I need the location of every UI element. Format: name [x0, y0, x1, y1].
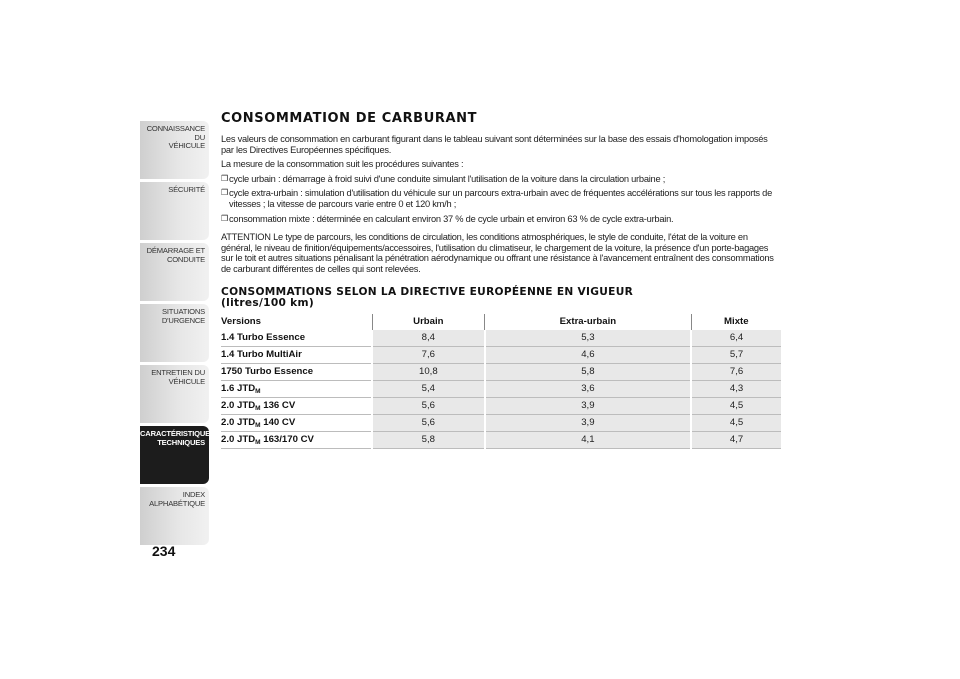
tab-securite[interactable]: [140, 182, 209, 240]
table-row: [221, 431, 781, 448]
mixte-cell: 4,5: [691, 397, 781, 414]
measure-paragraph: La mesure de la consommation suit les procédures suivantes :: [221, 159, 464, 170]
urbain-cell: 8,4: [372, 330, 485, 347]
table-row: [221, 414, 781, 431]
tab-index-alphabetique[interactable]: [140, 487, 209, 545]
checkbox-bullet-icon: ❒: [221, 213, 228, 223]
extra-urbain-cell: 3,6: [485, 380, 691, 397]
table-title: [221, 287, 781, 310]
extra-urbain-cell: 4,1: [485, 431, 691, 448]
intro-paragraph: Les valeurs de consommation en carburant figurant dans le tableau suivant sont déterminées sur la base des essais d'homologation imposés par les Directives Européennes spécifiques.: [221, 134, 768, 155]
bullet-text: cycle extra-urbain : simulation d'utilisation du véhicule sur un parcours extra-urbain avec de fréquentes accélérations sur tous les rapports de vitesses ; la vitesse de parcours varie entre 0 et 120 km/h ;: [229, 188, 772, 209]
checkbox-bullet-icon: ❒: [221, 188, 228, 198]
column-header-extra-urbain: Extra-urbain: [485, 314, 691, 330]
page-title: CONSOMMATION DE CARBURANT: [221, 111, 478, 126]
extra-urbain-cell: 5,8: [485, 363, 691, 380]
table-title-unit: (litres/100 km): [221, 297, 314, 310]
list-item: [221, 188, 781, 209]
version-cell: 1.6 $JTD_M$: [221, 380, 372, 397]
version-cell: 2.0 $JTD_M$ 140 CV: [221, 414, 372, 431]
urbain-cell: 5,6: [372, 414, 485, 431]
table-row: [221, 397, 781, 414]
tab-label: CONNAISSANCE DU VÉHICULE: [146, 124, 205, 151]
urbain-cell: 10,8: [372, 363, 485, 380]
checkbox-bullet-icon: ❒: [221, 173, 228, 183]
urbain-cell: 5,4: [372, 380, 485, 397]
attention-paragraph: ATTENTION Le type de parcours, les conditions de circulation, les conditions atmosphériques, le style de conduite, l'état de la voiture en général, le niveau de finition/équipements/accessoires, l'utilisation du climatiseur, le chargement de la voiture, la présence d'un porte-bagages sur le toit et autres situations pénalisant la pénétration aérodynamique ou offrant une résistance à l'avancement entraînent des consommations de carburant différentes de celles qui sont relevées.: [221, 232, 774, 274]
extra-urbain-cell: 5,3: [485, 330, 691, 347]
tab-connaissance-du-vehicule[interactable]: [140, 121, 209, 179]
table-title-line: CONSOMMATIONS SELON LA DIRECTIVE EUROPÉENNE EN VIGUEUR: [221, 285, 634, 298]
tab-situations-d-urgence[interactable]: [140, 304, 209, 362]
main-content: [221, 111, 781, 449]
tab-demarrage-et-conduite[interactable]: [140, 243, 209, 301]
table-row: [221, 363, 781, 380]
column-header-urbain: Urbain: [372, 314, 485, 330]
extra-urbain-cell: 3,9: [485, 414, 691, 431]
mixte-cell: 6,4: [691, 330, 781, 347]
version-cell: 2.0 $JTD_M$ 136 CV: [221, 397, 372, 414]
table-row: [221, 330, 781, 347]
tab-label: INDEX ALPHABÉTIQUE: [149, 490, 205, 508]
mixte-cell: 5,7: [691, 346, 781, 363]
consumption-table: [221, 314, 781, 449]
extra-urbain-cell: 4,6: [485, 346, 691, 363]
tab-label: SITUATIONS D'URGENCE: [161, 307, 205, 325]
tab-label: DÉMARRAGE ET CONDUITE: [146, 246, 205, 264]
version-cell: 2.0 $JTD_M$ 163/170 CV: [221, 431, 372, 448]
version-cell: 1750 Turbo Essence: [221, 363, 372, 380]
version-cell: 1.4 Turbo MultiAir: [221, 346, 372, 363]
tab-label: ENTRETIEN DU VÉHICULE: [151, 368, 205, 386]
version-cell: 1.4 Turbo Essence: [221, 330, 372, 347]
tab-label: CARACTÉRISTIQUES TECHNIQUES: [140, 429, 215, 447]
table-row: [221, 380, 781, 397]
column-header-versions: Versions: [221, 316, 261, 328]
mixte-cell: 7,6: [691, 363, 781, 380]
table-header-row: [221, 314, 781, 330]
mixte-cell: 4,3: [691, 380, 781, 397]
urbain-cell: 7,6: [372, 346, 485, 363]
table-row: [221, 346, 781, 363]
mixte-cell: 4,5: [691, 414, 781, 431]
tab-label: SÉCURITÉ: [168, 185, 205, 194]
urbain-cell: 5,8: [372, 431, 485, 448]
tab-caracteristiques-techniques[interactable]: [140, 426, 215, 484]
column-header-mixte: Mixte: [691, 314, 781, 330]
page-number: 234: [152, 543, 176, 559]
tab-entretien-du-vehicule[interactable]: [140, 365, 209, 423]
mixte-cell: 4,7: [691, 431, 781, 448]
bullet-text: consommation mixte : déterminée en calculant environ 37 % de cycle urbain et environ 63 % de cycle extra-urbain.: [229, 213, 674, 224]
bullet-text: cycle urbain : démarrage à froid suivi d'une conduite simulant l'utilisation de la voiture dans la circulation urbaine ;: [229, 173, 666, 184]
list-item: [221, 174, 781, 185]
urbain-cell: 5,6: [372, 397, 485, 414]
extra-urbain-cell: 3,9: [485, 397, 691, 414]
list-item: [221, 214, 781, 225]
